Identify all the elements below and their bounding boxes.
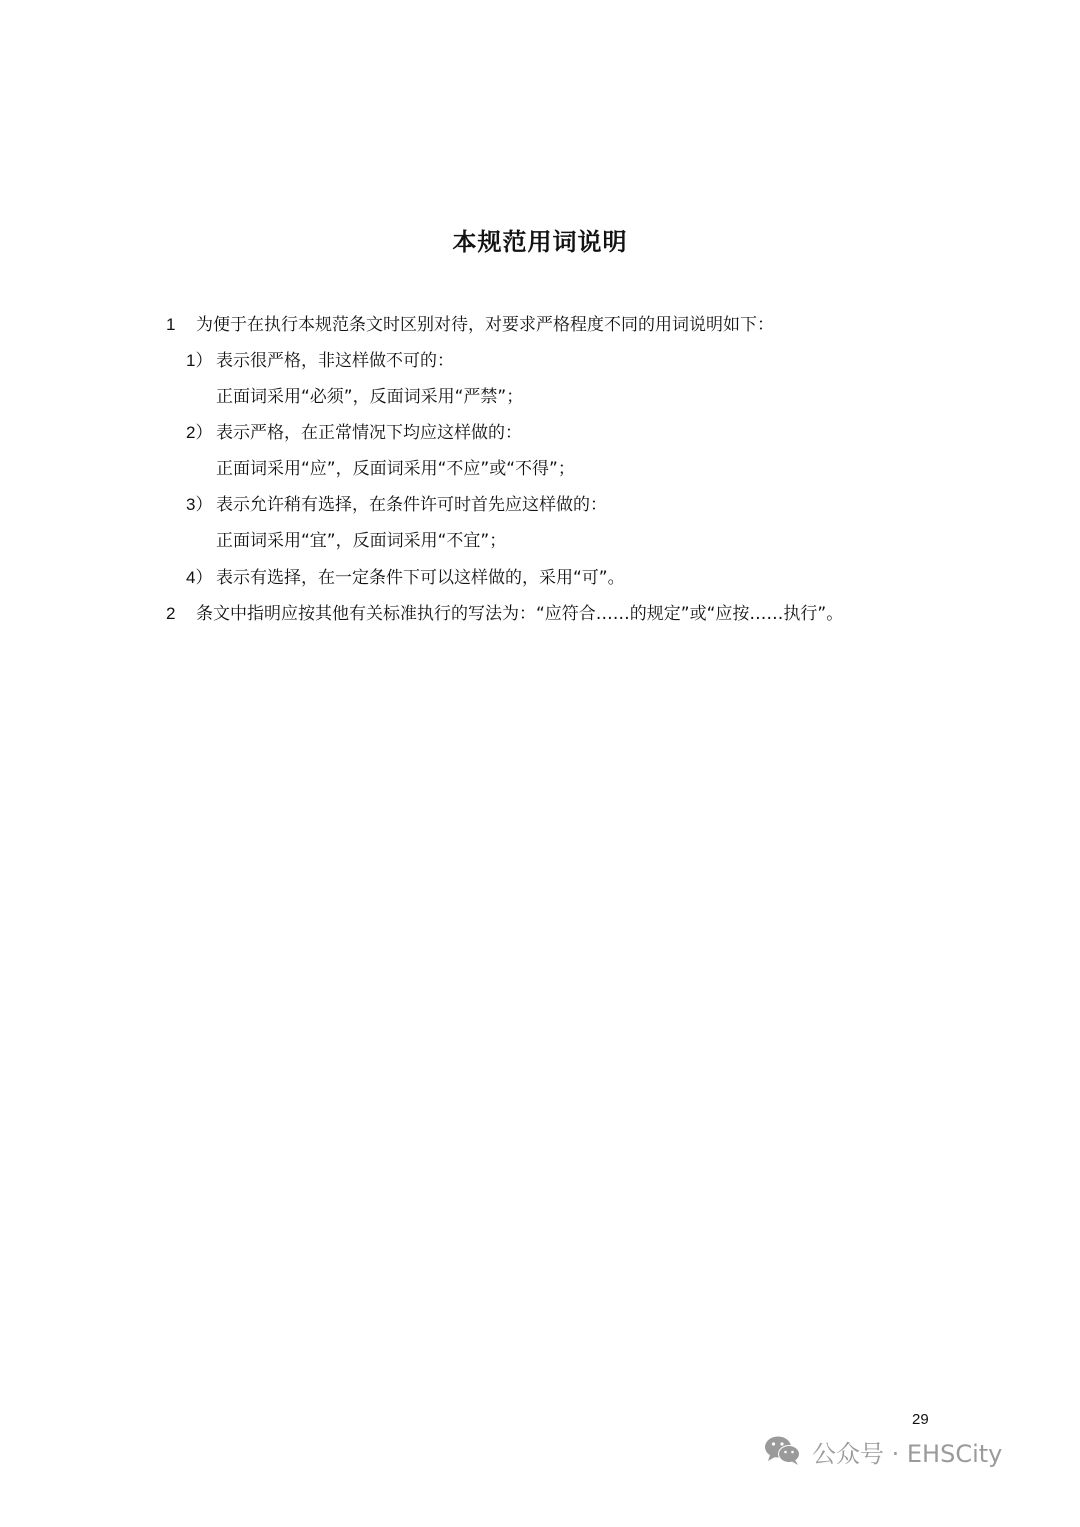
clause-2 — [166, 603, 843, 625]
clause-number: 1 — [166, 315, 176, 334]
item-number: 3） — [186, 495, 213, 514]
watermark-text: 公众号 · EHSCity — [812, 1439, 1003, 1468]
item-number: 2） — [186, 423, 213, 442]
list-item — [186, 567, 625, 589]
clause-text: 为便于在执行本规范条文时区别对待，对要求严格程度不同的用词说明如下： — [196, 315, 774, 335]
wechat-icon — [764, 1435, 802, 1467]
clause-1 — [166, 314, 774, 336]
list-item — [186, 494, 607, 516]
watermark — [764, 1433, 1002, 1469]
clause-text: 条文中指明应按其他有关标准执行的写法为：“应符合……的规定”或“应按……执行”。 — [196, 604, 844, 624]
item-detail: 正面词采用“必须”，反面词采用“严禁”； — [216, 387, 524, 407]
page-title: 本规范用词说明 — [452, 228, 628, 256]
item-number: 4） — [186, 568, 213, 587]
item-detail: 正面词采用“应”，反面词采用“不应”或“不得”； — [216, 459, 575, 479]
item-text: 表示严格，在正常情况下均应这样做的： — [216, 423, 522, 443]
item-text: 表示很严格，非这样做不可的： — [216, 351, 454, 371]
item-detail: 正面词采用“宜”，反面词采用“不宜”； — [216, 531, 507, 551]
item-number: 1） — [186, 351, 213, 370]
page-number: 29 — [912, 1411, 929, 1428]
list-item — [186, 350, 454, 372]
item-text: 表示允许稍有选择，在条件许可时首先应这样做的： — [216, 495, 607, 515]
list-item — [186, 422, 522, 444]
item-text: 表示有选择，在一定条件下可以这样做的，采用“可”。 — [216, 568, 625, 588]
clause-number: 2 — [166, 604, 176, 623]
